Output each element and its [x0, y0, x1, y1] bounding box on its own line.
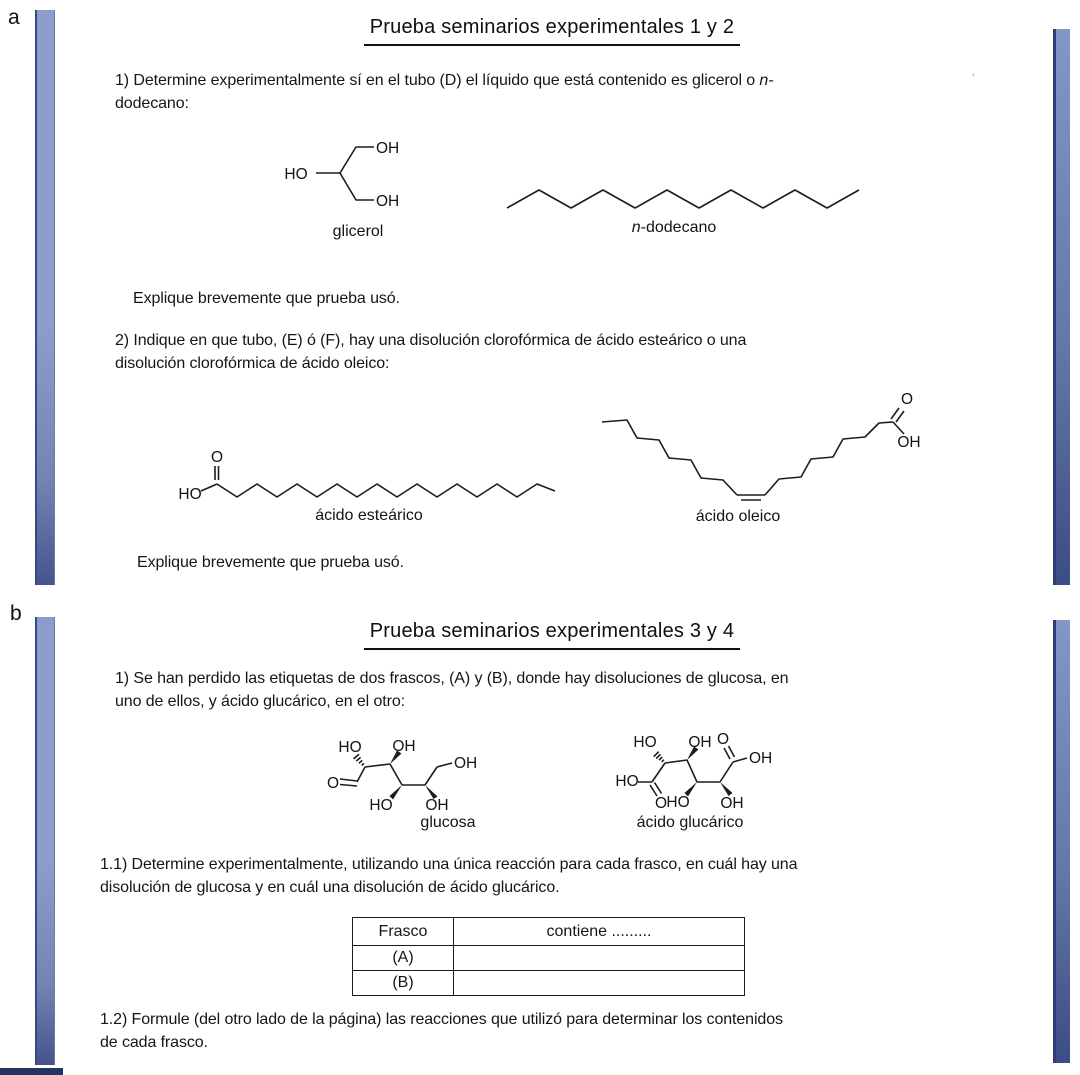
panel-a-title-wrap	[52, 16, 1052, 46]
atom-label-o-bottom: O	[654, 795, 668, 812]
atom-label-oh-right: OH	[454, 755, 478, 772]
estearico-skeleton	[201, 466, 555, 497]
panel-b-title-wrap	[52, 620, 1052, 650]
cell-contiene-b	[454, 971, 745, 996]
glucosa-structure	[323, 728, 505, 836]
cell-contiene-a	[454, 946, 745, 971]
explain-note-2: Explique brevemente que prueba usó.	[137, 554, 404, 571]
header-contiene: contiene .........	[454, 918, 745, 946]
atom-label-oh-right: OH	[749, 750, 773, 767]
question-2a-line2: disolución clorofórmica de ácido oleico:	[115, 355, 390, 372]
structure-name-dodecano: n-dodecano	[631, 219, 717, 236]
structure-name-glucosa: glucosa	[420, 814, 476, 831]
panel-a-right-accent-bar	[1053, 29, 1070, 585]
question-1a	[115, 69, 773, 115]
glucosa-skeleton	[340, 751, 452, 800]
glucarico-skeleton	[638, 746, 747, 797]
question-11-line2: disolución de glucosa y en cuál una disolución de ácido glucárico.	[100, 879, 560, 896]
atom-label-oh-bottom: OH	[376, 193, 400, 210]
header-frasco: Frasco	[353, 918, 454, 946]
question-12	[100, 1008, 783, 1054]
atom-label-oh-bottom: OH	[425, 797, 449, 814]
atom-label-ho-left: HO	[615, 773, 639, 790]
question-12-line2: de cada frasco.	[100, 1034, 208, 1051]
answer-table-header-row	[353, 918, 745, 946]
panel-b-left-accent-bar	[35, 617, 55, 1065]
atom-label-oh-bottom: OH	[720, 795, 744, 812]
answer-table	[352, 917, 745, 996]
table-row	[353, 946, 745, 971]
glicerol-skeleton	[316, 147, 374, 200]
panel-b-right-accent-bar	[1053, 620, 1070, 1063]
atom-label-ho-top: HO	[633, 734, 657, 751]
atom-label-ho: HO	[178, 486, 202, 503]
atom-label-ho: HO	[284, 166, 308, 183]
question-1a-italic: n-	[759, 72, 774, 89]
explain-note-1: Explique brevemente que prueba usó.	[133, 290, 400, 307]
structure-name-glucarico: ácido glucárico	[636, 814, 744, 831]
atom-label-oh-top: OH	[376, 140, 400, 157]
question-1b-line2: uno de ellos, y ácido glucárico, en el otro:	[115, 693, 405, 710]
atom-label-ho-bottom: HO	[666, 794, 690, 811]
panel-b-label: b	[10, 602, 22, 625]
question-1a-line2: dodecano:	[115, 95, 189, 112]
question-12-line1: 1.2) Formule (del otro lado de la página) las reacciones que utilizó para determinar los contenidos	[100, 1011, 783, 1028]
question-11-line1: 1.1) Determine experimentalmente, utilizando una única reacción para cada frasco, en cuál hay una	[100, 856, 798, 873]
panel-a-left-accent-bar	[35, 10, 55, 585]
panel-a-label: a	[8, 6, 20, 29]
atom-label-ho-bottom: HO	[369, 797, 393, 814]
question-1b-line1: 1) Se han perdido las etiquetas de dos frascos, (A) y (B), donde hay disoluciones de glucosa, en	[115, 670, 789, 687]
acido-estearico-structure	[163, 438, 575, 530]
panel-a-title: Prueba seminarios experimentales 1 y 2	[364, 16, 740, 46]
structure-name-oleico: ácido oleico	[695, 508, 781, 525]
atom-label-o: O	[900, 391, 914, 408]
n-dodecano-structure	[502, 182, 874, 240]
scan-artifact: '	[972, 70, 975, 86]
acido-oleico-structure	[593, 388, 935, 526]
structure-name-glicerol: glicerol	[332, 223, 384, 240]
structure-name-estearico: ácido esteárico	[315, 507, 423, 524]
atom-label-o: O	[210, 449, 224, 466]
atom-label-ho-top: HO	[338, 739, 362, 756]
dodecano-skeleton	[507, 190, 859, 208]
question-2a	[115, 329, 746, 375]
atom-label-o: O	[326, 775, 340, 792]
question-1b	[115, 667, 788, 713]
cell-frasco-a: (A)	[353, 946, 454, 971]
oleico-skeleton	[602, 408, 904, 500]
question-11	[100, 853, 797, 899]
question-2a-line1: 2) Indique en que tubo, (E) ó (F), hay una disolución clorofórmica de ácido esteárico o una	[115, 332, 747, 349]
table-row	[353, 971, 745, 996]
cell-frasco-b: (B)	[353, 971, 454, 996]
atom-label-o-top: O	[716, 731, 730, 748]
atom-label-oh-top: OH	[688, 734, 712, 751]
question-1a-line1: 1) Determine experimentalmente sí en el tubo (D) el líquido que está contenido es glicerol o	[115, 72, 760, 89]
atom-label-oh: OH	[897, 434, 921, 451]
next-panel-edge	[0, 1068, 63, 1075]
glicerol-structure	[268, 128, 428, 246]
acido-glucarico-structure	[608, 728, 788, 836]
panel-b-title: Prueba seminarios experimentales 3 y 4	[364, 620, 740, 650]
atom-label-oh-top: OH	[392, 738, 416, 755]
